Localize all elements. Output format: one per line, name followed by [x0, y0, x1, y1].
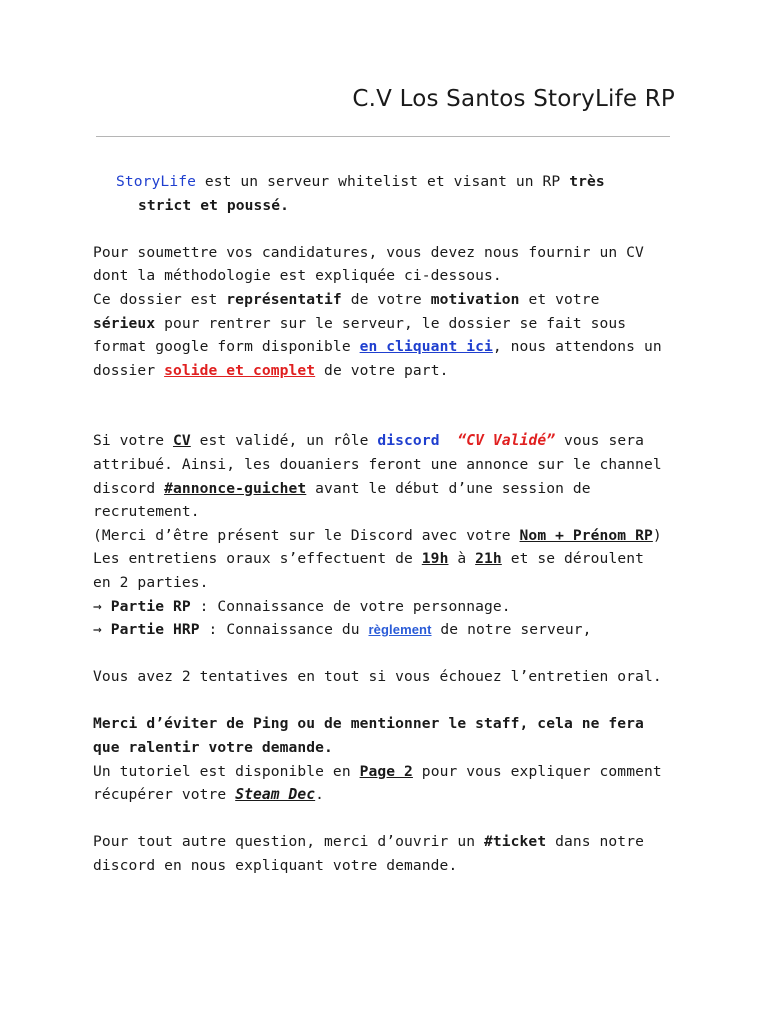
para2-line-6: [93, 547, 683, 571]
para5-line-2: discord en nous expliquant votre demande.: [93, 857, 458, 875]
para1-line-3: [93, 288, 683, 312]
para2-line-5: [93, 524, 683, 548]
text-span: Un tutoriel est disponible en: [93, 762, 360, 780]
para2-line-4: recrutement.: [93, 503, 200, 521]
bold-cv: CV: [172, 432, 191, 450]
text-span: Pour tout autre question, merci d’ouvrir un: [93, 833, 484, 851]
server-name: StoryLife: [116, 173, 196, 190]
end-time: 21h: [475, 550, 502, 568]
para1-line-5: [93, 335, 683, 359]
text-span: de notre serveur,: [431, 621, 592, 639]
text-span: discord: [93, 479, 165, 497]
spacer: [93, 382, 683, 429]
para4-line-1: Merci d’éviter de Ping ou de mentionner le staff, cela ne fera: [93, 715, 644, 733]
para4-line-3: [93, 760, 683, 784]
text-span: dossier: [93, 361, 165, 379]
text-span: : Connaissance de votre personnage.: [190, 597, 511, 615]
para4-line-4: [93, 783, 683, 807]
para2-line-1: [93, 429, 683, 453]
text-span: .: [315, 786, 325, 804]
intro-text: est un serveur whitelist et visant un RP: [195, 173, 570, 190]
text-span: et votre: [519, 290, 600, 308]
bold-motivation: motivation: [430, 290, 520, 308]
ticket-channel: #ticket: [484, 833, 547, 851]
start-time: 19h: [421, 550, 449, 568]
annonce-guichet-channel: #annonce-guichet: [164, 479, 307, 497]
para1-line-1: Pour soumettre vos candidatures, vous devez nous fournir un CV: [93, 243, 644, 261]
spacer: [93, 217, 683, 241]
text-span: ): [652, 526, 662, 544]
para1-line-2: dont la méthodologie est expliquée ci-dessous.: [93, 267, 502, 285]
para5-line-1: [93, 830, 683, 854]
para2-line-7: en 2 parties.: [93, 573, 209, 591]
text-span: de votre part.: [315, 361, 449, 379]
text-span: et se déroulent: [501, 550, 644, 568]
para2-line-3: [93, 477, 683, 501]
partie-hrp: Partie HRP: [110, 621, 200, 639]
arrow-right-icon: →: [93, 621, 111, 639]
para2-line-2: attribué. Ainsi, les douaniers feront une annonce sur le channel: [93, 455, 662, 473]
bold-representatif: représentatif: [226, 290, 342, 308]
nom-prenom-rp: Nom + Prénom RP: [519, 526, 653, 544]
steam-dec: Steam Dec: [235, 786, 316, 804]
reglement-link[interactable]: règlement: [368, 622, 432, 638]
arrow-right-icon: →: [93, 597, 111, 615]
text-span: : Connaissance du: [199, 621, 369, 639]
text-span: Ce dossier est: [93, 290, 227, 308]
document-body: [93, 170, 683, 878]
intro-line-2: [93, 194, 683, 218]
document-title: C.V Los Santos StoryLife RP: [352, 86, 675, 112]
text-span: Si votre: [93, 432, 173, 450]
solide-complet-link[interactable]: solide et complet: [164, 361, 316, 379]
text-span: avant le début d’une session de: [306, 479, 591, 497]
text-span: à: [448, 550, 476, 568]
text-span: vous sera: [555, 432, 645, 450]
discord-label: discord: [377, 432, 440, 450]
spacer: [93, 642, 683, 666]
title-divider: [96, 136, 670, 137]
text-span: Les entretiens oraux s’effectuent de: [93, 550, 422, 568]
text-span: , nous attendons un: [492, 338, 662, 356]
para1-line-4: [93, 312, 683, 336]
text-span: pour rentrer sur le serveur, le dossier se fait sous: [155, 314, 627, 332]
spacer: [93, 689, 683, 713]
page-2-ref: Page 2: [359, 762, 413, 780]
para3-line-1: Vous avez 2 tentatives en tout si vous échouez l’entretien oral.: [93, 668, 662, 686]
spacer: [93, 807, 683, 831]
text-span: récupérer votre: [93, 786, 236, 804]
para4-line-2: que ralentir votre demande.: [93, 739, 333, 757]
intro-line-1: [93, 170, 683, 194]
para2-line-8: [93, 595, 683, 619]
intro-bold-1: très: [569, 173, 605, 190]
text-span: dans notre: [546, 833, 644, 851]
text-span: est validé, un rôle: [190, 432, 378, 450]
partie-rp: Partie RP: [110, 597, 191, 615]
text-span: de votre: [341, 290, 431, 308]
intro-bold-2: strict et poussé.: [138, 196, 290, 214]
para2-line-9: [93, 618, 683, 642]
bold-serieux: sérieux: [93, 314, 156, 332]
text-span: (Merci d’être présent sur le Discord avec votre: [93, 526, 520, 544]
text-span: format google form disponible: [93, 338, 360, 356]
google-form-link[interactable]: en cliquant ici: [359, 338, 493, 356]
cv-valide-role: “CV Validé”: [457, 432, 556, 450]
para1-line-6: [93, 359, 683, 383]
text-span: pour vous expliquer comment: [412, 762, 662, 780]
